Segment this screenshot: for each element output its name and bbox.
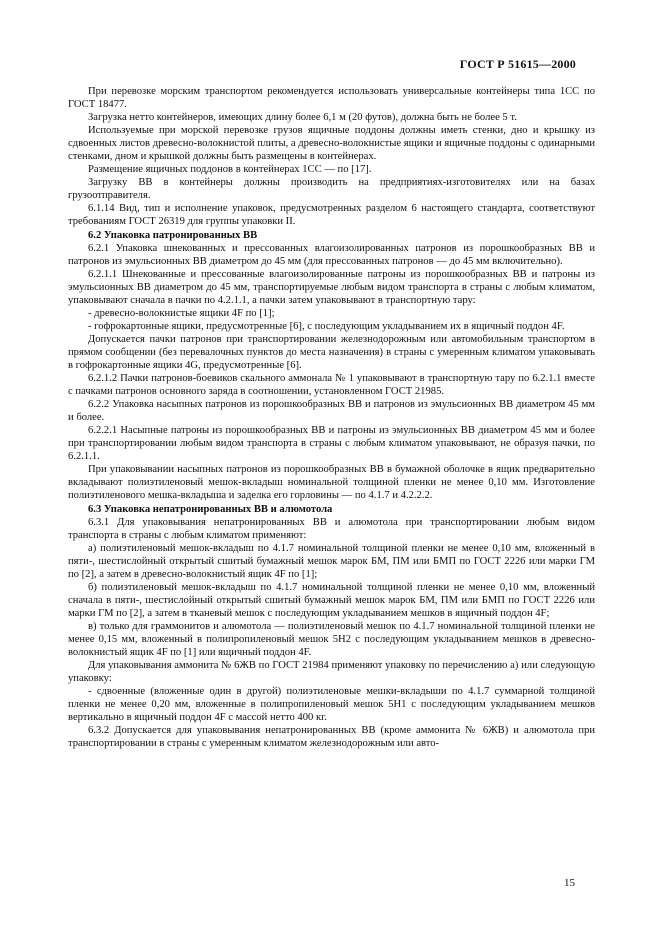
page-number: 15 — [564, 877, 575, 889]
paragraph: б) полиэтиленовый мешок-вкладыш по 4.1.7 номинальной толщиной пленки не менее 0,10 мм, вложенный сначала в пяти-, шестислойный открытый сшитый бумажный мешок марок БМ, ПМ или БМП по ГОСТ 2226 или марки ГМ по [2], а затем в тканевый мешок с последующим укладыванием мешков в ящичный поддон 4F; — [68, 581, 595, 619]
paragraph: 6.2.1.2 Пачки патронов-боевиков скального аммонала № 1 упаковывают в транспортную тару по 6.2.1.1 вместе с пачками патронов основного заряда в соотношении, установленном ГОСТ 21985. — [68, 373, 595, 398]
document-body — [68, 85, 595, 750]
paragraph: а) полиэтиленовый мешок-вкладыш по 4.1.7 номинальной толщиной пленки не менее 0,10 мм, вложенный в пяти-, шестислойный открытый сшитый бумажный мешок марок БМ, ПМ или БМП по ГОСТ 2226 или марки ГМ по [2], а затем в древесно-волокнистый ящик 4F по [1]; — [68, 542, 595, 580]
document-number-header: ГОСТ Р 51615—2000 — [459, 57, 576, 71]
paragraph: 6.2.1.1 Шнекованные и прессованные влагоизолированные патроны из порошкообразных ВВ и патроны из эмульсионных ВВ диаметром до 45 мм, транспортируемые любым видом транспорта в страны с любым климатом, упаковывают сначала в пачки по 4.2.1.1, а пачки затем упаковывают в транспортную тару: — [68, 268, 595, 306]
paragraph: Для упаковывания аммонита № 6ЖВ по ГОСТ 21984 применяют упаковку по перечислению а) или следующую упаковку: — [68, 660, 595, 685]
paragraph: 6.2.2.1 Насыпные патроны из порошкообразных ВВ и патроны из эмульсионных ВВ диаметром 45 мм и более при транспортировании любым видом транспорта в страны с любым климатом упаковывают, не образуя пачки, по 6.2.1.1. — [68, 425, 595, 463]
paragraph: Загрузка нетто контейнеров, имеющих длину более 6,1 м (20 футов), должна быть не более 5 т. — [88, 112, 517, 124]
paragraph: Допускается пачки патронов при транспортировании железнодорожным или автомобильным транспортом в прямом сообщении (без перевалочных пунктов до места назначения) в страны с умеренным климатом упаковывать в гофрокартонные ящики 4G, предусмотренные [6]. — [68, 333, 595, 371]
paragraph: 6.3.2 Допускается для упаковывания непатронированных ВВ (кроме аммонита № 6ЖВ) и алюмотола при транспортировании в страны с умеренным климатом железнодорожным или авто- — [68, 725, 595, 750]
paragraph: - сдвоенные (вложенные один в другой) полиэтиленовые мешки-вкладыши по 4.1.7 суммарной толщиной пленки не менее 0,20 мм, вложенные в полипропиленовый мешок 5Н1 с последующим укладыванием мешков вертикально в ящичный поддон 4F с массой нетто 400 кг. — [68, 686, 595, 724]
paragraph: Размещение ящичных поддонов в контейнерах 1СС — по [17]. — [88, 164, 372, 176]
paragraph: Загрузку ВВ в контейнеры должны производить на предприятиях-изготовителях или на базах грузоотправителя. — [68, 177, 595, 202]
paragraph: - гофрокартонные ящики, предусмотренные [6], с последующим укладыванием их в ящичный поддон 4F. — [88, 320, 565, 332]
paragraph: 6.2.2 Упаковка насыпных патронов из порошкообразных ВВ и патронов из эмульсионных ВВ диаметром 45 мм и более. — [68, 399, 595, 424]
paragraph: 6.2.1 Упаковка шнекованных и прессованных влагоизолированных патронов из порошкообразных ВВ и патронов из эмульсионных ВВ диаметром до 45 мм (для прессованных патронов — до 45 мм включительно). — [68, 242, 595, 267]
paragraph: При упаковывании насыпных патронов из порошкообразных ВВ в бумажной оболочке в ящик предварительно вкладывают полиэтиленовый мешок-вкладыш номинальной толщиной пленки не менее 0,10 мм. Изготовление полиэтиленового мешка-вкладыша и заделка его горловины — по 4.1.7 и 4.2.2.2. — [68, 464, 595, 502]
section-heading: 6.2 Упаковка патронированных ВВ — [88, 229, 258, 241]
paragraph: в) только для граммонитов и алюмотола — полиэтиленовый мешок по 4.1.7 номинальной толщиной пленки не менее 0,15 мм, вложенный в полипропиленовый мешок 5Н2 с последующим укладыванием мешков в древесно-волокнистый ящик 4F по [1] или ящичный поддон 4F. — [68, 620, 595, 659]
paragraph: - древесно-волокнистые ящики 4F по [1]; — [88, 307, 275, 319]
paragraph: При перевозке морским транспортом рекомендуется использовать универсальные контейнеры типа 1СС по ГОСТ 18477. — [68, 86, 595, 111]
paragraph: 6.3.1 Для упаковывания непатронированных ВВ и алюмотола при транспортировании любым видом транспорта в страны с любым климатом применяют: — [68, 516, 595, 541]
paragraph: Используемые при морской перевозке грузов ящичные поддоны должны иметь стенки, дно и крышку из сдвоенных листов древесно-волокнистой плиты, а древесно-волокнистые ящики и ящичные поддоны с одинарными стенками, дном и крышкой должны быть размещены в контейнерах. — [68, 125, 595, 163]
section-heading: 6.3 Упаковка непатронированных ВВ и алюмотола — [88, 503, 333, 515]
paragraph: 6.1.14 Вид, тип и исполнение упаковок, предусмотренных разделом 6 настоящего стандарта, соответствуют требованиям ГОСТ 26319 для группы упаковки II. — [68, 203, 595, 228]
